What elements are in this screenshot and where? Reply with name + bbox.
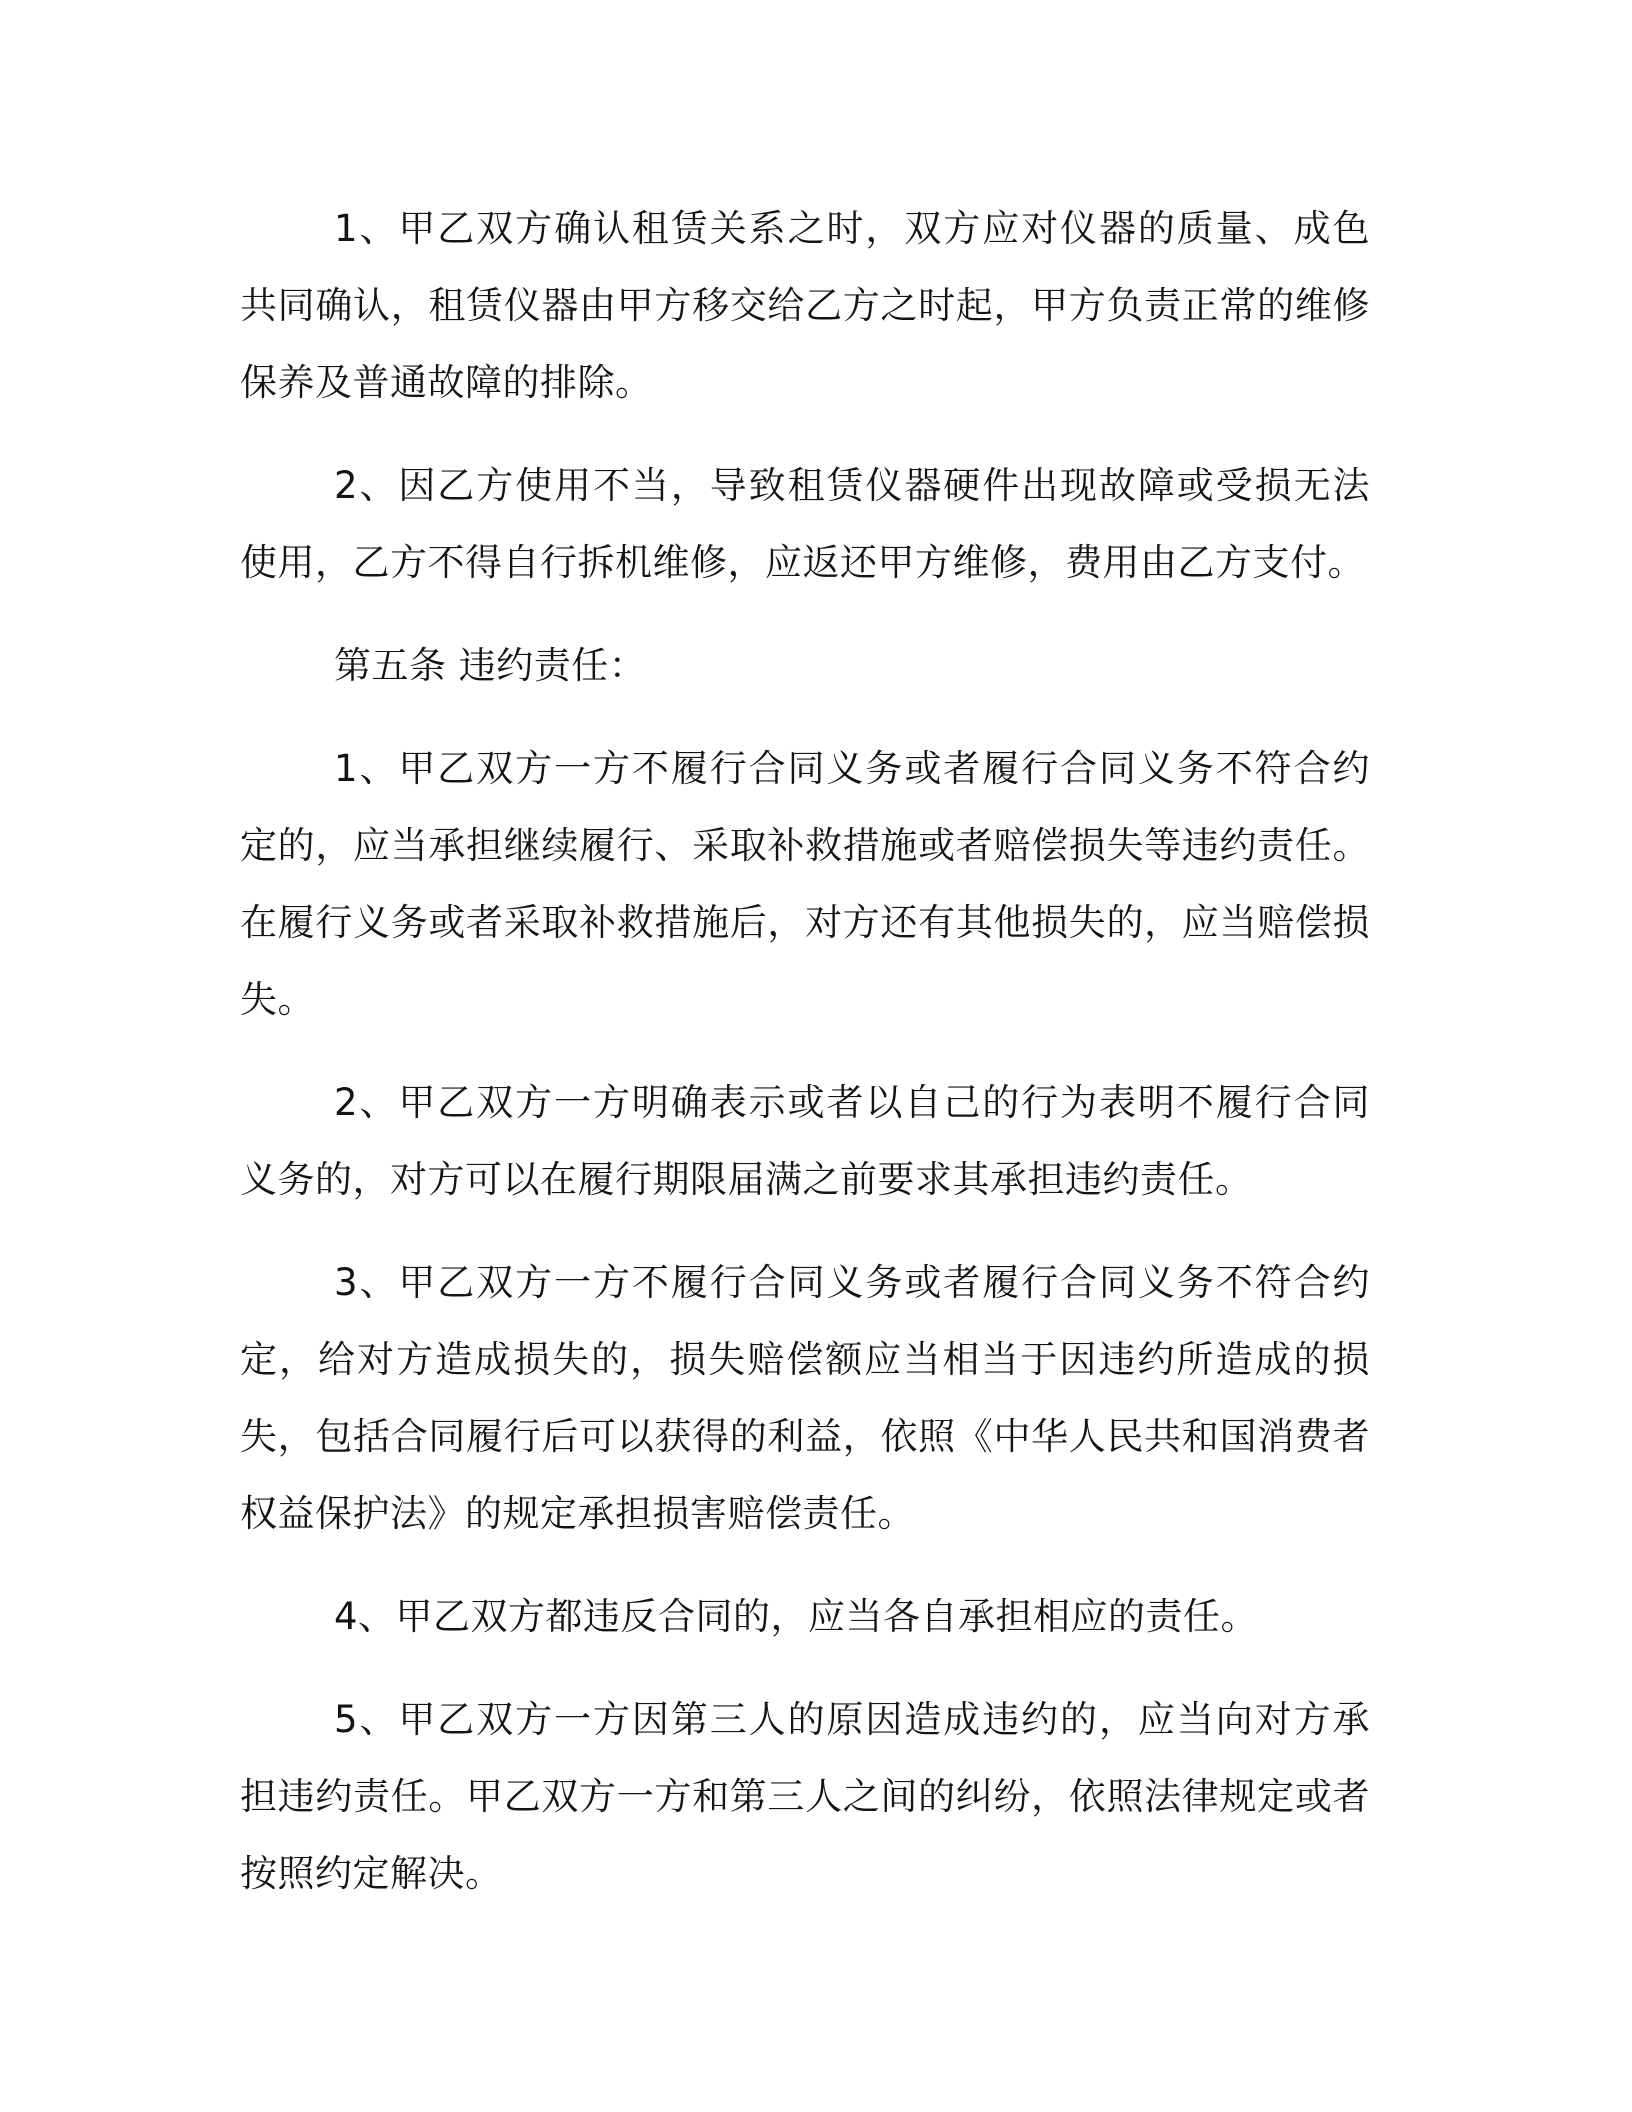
paragraph-breach-1: 1、甲乙双方一方不履行合同义务或者履行合同义务不符合约定的，应当承担继续履行、采取补救措施或者赔偿损失等违约责任。在履行义务或者采取补救措施后，对方还有其他损失的，应当赔偿损失。 [240,747,1370,1021]
paragraph-item-1: 1、甲乙双方确认租赁关系之时，双方应对仪器的质量、成色共同确认，租赁仪器由甲方移交给乙方之时起，甲方负责正常的维修保养及普通故障的排除。 [240,207,1370,404]
section-heading-article-5: 第五条 违约责任： [334,644,647,687]
paragraph-item-2: 2、因乙方使用不当，导致租赁仪器硬件出现故障或受损无法使用，乙方不得自行拆机维修，应返还甲方维修，费用由乙方支付。 [240,464,1370,584]
paragraph-breach-4: 4、甲乙双方都违反合同的，应当各自承担相应的责任。 [334,1595,1259,1638]
paragraph-breach-3: 3、甲乙双方一方不履行合同义务或者履行合同义务不符合约定，给对方造成损失的，损失赔偿额应当相当于因违约所造成的损失，包括合同履行后可以获得的利益，依照《中华人民共和国消费者权益保护法》的规定承担损害赔偿责任。 [240,1261,1370,1535]
document-body [240,190,1370,1938]
paragraph-breach-5: 5、甲乙双方一方因第三人的原因造成违约的，应当向对方承担违约责任。甲乙双方一方和第三人之间的纠纷，依照法律规定或者按照约定解决。 [240,1698,1370,1895]
paragraph-breach-2: 2、甲乙双方一方明确表示或者以自己的行为表明不履行合同义务的，对方可以在履行期限届满之前要求其承担违约责任。 [240,1081,1370,1201]
